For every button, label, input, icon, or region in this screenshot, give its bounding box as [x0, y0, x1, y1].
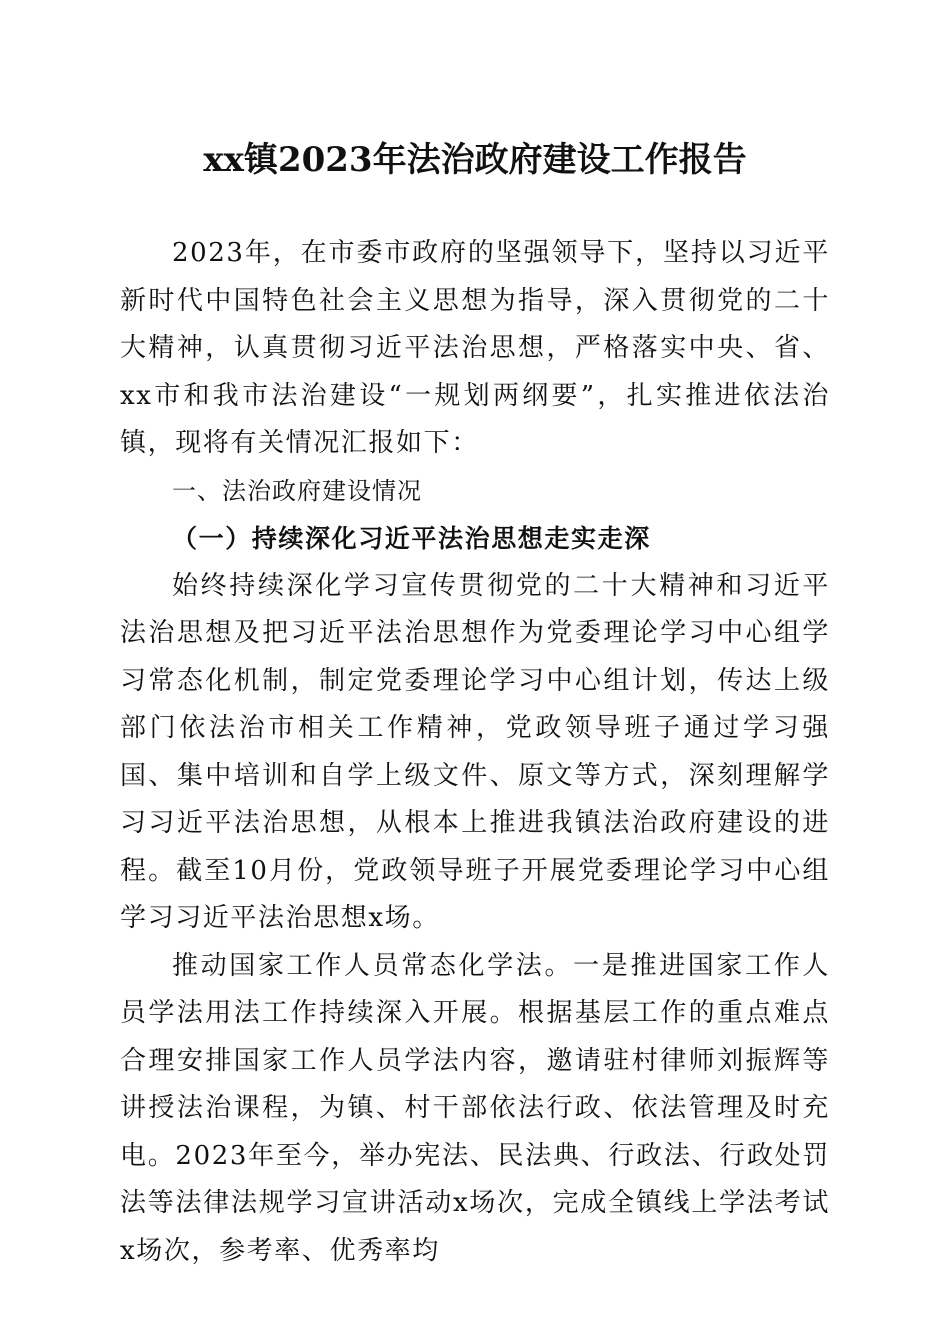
document-body	[120, 230, 830, 1275]
body-paragraph-1: 始终持续深化学习宣传贯彻党的二十大精神和习近平法治思想及把习近平法治思想作为党委理论学习中心组学习常态化机制，制定党委理论学习中心组计划，传达上级部门依法治市相关工作精神，党政领导班子通过学习强国、集中培训和自学上级文件、原文等方式，深刻理解学习习近平法治思想，从根本上推进我镇法治政府建设的进程。截至10月份，党政领导班子开展党委理论学习中心组学习习近平法治思想x场。	[120, 570, 830, 933]
section-heading: 一、法治政府建设情况	[172, 476, 422, 505]
subsection-heading: （一）持续深化习近平法治思想走实走深	[172, 524, 651, 553]
document-title: xx镇2023年法治政府建设工作报告	[203, 140, 747, 180]
intro-paragraph: 2023年，在市委市政府的坚强领导下，坚持以习近平新时代中国特色社会主义思想为指导，深入贯彻党的二十大精神，认真贯彻习近平法治思想，严格落实中央、省、xx市和我市法治建设“一规划两纲要”，扎实推进依法治镇，现将有关情况汇报如下：	[120, 238, 830, 458]
body-paragraph-2: 推动国家工作人员常态化学法。一是推进国家工作人员学法用法工作持续深入开展。根据基层工作的重点难点合理安排国家工作人员学法内容，邀请驻村律师刘振辉等讲授法治课程，为镇、村干部依法行政、依法管理及时充电。2023年至今，举办宪法、民法典、行政法、行政处罚法等法律法规学习宣讲活动x场次，完成全镇线上学法考试x场次，参考率、优秀率均	[120, 950, 830, 1266]
